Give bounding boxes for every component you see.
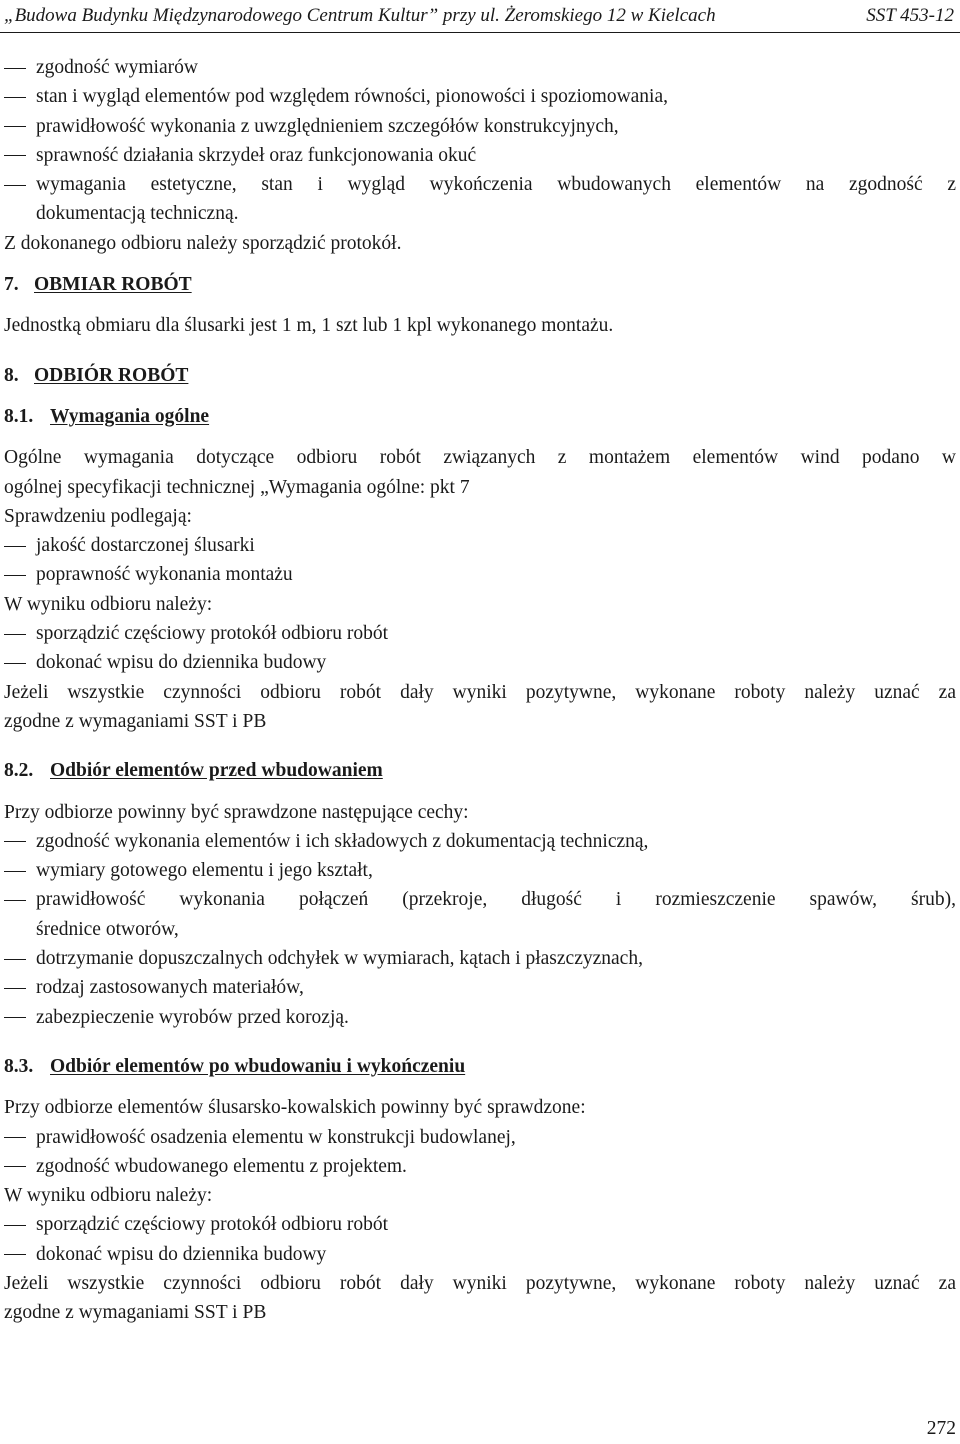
list-item: zgodność wykonania elementów i ich składowych z dokumentacją techniczną, (4, 827, 956, 856)
dash-bullet-icon (4, 959, 26, 960)
list-item: jakość dostarczonej ślusarki (4, 531, 956, 560)
section-7-text: Jednostką obmiaru dla ślusarki jest 1 m, 1 szt lub 1 kpl wykonanego montażu. (4, 315, 614, 337)
paragraph-line: Jeżeli wszystkie czynności odbioru robót dały wyniki pozytywne, wykonane roboty należy uznać za (4, 681, 956, 703)
list-item-continuation: dokumentacją techniczną. (36, 203, 239, 225)
page-header (0, 0, 960, 32)
list-item: sporządzić częściowy protokół odbioru robót (4, 1210, 956, 1239)
dash-bullet-icon (4, 1137, 26, 1138)
document-title: „Budowa Budynku Międzynarodowego Centrum Kultur” przy ul. Żeromskiego 12 w Kielcach (4, 5, 716, 26)
list-item: dokonać wpisu do dziennika budowy (4, 1240, 956, 1269)
dash-bullet-icon (4, 546, 26, 547)
protocol-note: Z dokonanego odbioru należy sporządzić protokół. (4, 232, 402, 254)
page-number: 272 (926, 1418, 956, 1439)
dash-bullet-icon (4, 900, 26, 901)
list-item: sprawność działania skrzydeł oraz funkcjonowania okuć (4, 141, 956, 170)
section-8-3-heading: 8.3. Odbiór elementów po wbudowaniu i wykończeniu (4, 1055, 466, 1077)
list-item: prawidłowość wykonania połączeń (przekroje, długość i rozmieszczenie spawów, śrub), (4, 885, 956, 914)
list-item-continuation: średnice otworów, (36, 918, 179, 940)
dash-bullet-icon (4, 1254, 26, 1255)
paragraph-line: ogólnej specyfikacji technicznej „Wymagania ogólne: pkt 7 (4, 476, 470, 498)
list-item: rodzaj zastosowanych materiałów, (4, 973, 956, 1002)
dash-bullet-icon (4, 841, 26, 842)
section-8-2-heading: 8.2. Odbiór elementów przed wbudowaniem (4, 760, 383, 782)
paragraph-line: zgodne z wymaganiami SST i PB (4, 1302, 267, 1324)
dash-bullet-icon (4, 634, 26, 635)
list-item: wymagania estetyczne, stan i wygląd wykończenia wbudowanych elementów na zgodność z (4, 170, 956, 199)
dash-bullet-icon (4, 575, 26, 576)
list-item: zgodność wymiarów (4, 53, 956, 82)
dash-bullet-icon (4, 871, 26, 872)
header-rule (0, 32, 960, 33)
section-8-heading: 8. ODBIÓR ROBÓT (4, 364, 189, 386)
list-item: wymiary gotowego elementu i jego kształt, (4, 856, 956, 885)
paragraph-line: Ogólne wymagania dotyczące odbioru robót związanych z montażem elementów wind podano w (4, 447, 956, 469)
dash-bullet-icon (4, 663, 26, 664)
dash-bullet-icon (4, 988, 26, 989)
list-item: zabezpieczenie wyrobów przed korozją. (4, 1003, 956, 1032)
result-intro: W wyniku odbioru należy: (4, 1185, 213, 1207)
dash-bullet-icon (4, 97, 26, 98)
paragraph-line: Przy odbiorze elementów ślusarsko-kowalskich powinny być sprawdzone: (4, 1097, 586, 1119)
dash-bullet-icon (4, 126, 26, 127)
dash-bullet-icon (4, 1166, 26, 1167)
dash-bullet-icon (4, 1225, 26, 1226)
dash-bullet-icon (4, 185, 26, 186)
paragraph-line: Jeżeli wszystkie czynności odbioru robót dały wyniki pozytywne, wykonane roboty należy uznać za (4, 1272, 956, 1294)
list-item: prawidłowość osadzenia elementu w konstrukcji budowlanej, (4, 1123, 956, 1152)
dash-bullet-icon (4, 1017, 26, 1018)
check-intro: Sprawdzeniu podlegają: (4, 505, 192, 527)
list-item: poprawność wykonania montażu (4, 560, 956, 589)
list-item: sporządzić częściowy protokół odbioru robót (4, 619, 956, 648)
document-code: SST 453-12 (866, 5, 954, 26)
section-7-heading: 7. OBMIAR ROBÓT (4, 274, 192, 296)
list-item: dotrzymanie dopuszczalnych odchyłek w wymiarach, kątach i płaszczyznach, (4, 944, 956, 973)
paragraph-line: zgodne z wymaganiami SST i PB (4, 710, 267, 732)
paragraph-line: Przy odbiorze powinny być sprawdzone następujące cechy: (4, 801, 469, 823)
document-body (4, 53, 956, 1328)
section-8-1-heading: 8.1. Wymagania ogólne (4, 405, 210, 427)
dash-bullet-icon (4, 68, 26, 69)
list-item: prawidłowość wykonania z uwzględnieniem szczegółów konstrukcyjnych, (4, 112, 956, 141)
list-item: dokonać wpisu do dziennika budowy (4, 648, 956, 677)
list-item: zgodność wbudowanego elementu z projektem. (4, 1152, 956, 1181)
dash-bullet-icon (4, 155, 26, 156)
result-intro: W wyniku odbioru należy: (4, 593, 213, 615)
list-item: stan i wygląd elementów pod względem równości, pionowości i spoziomowania, (4, 82, 956, 111)
